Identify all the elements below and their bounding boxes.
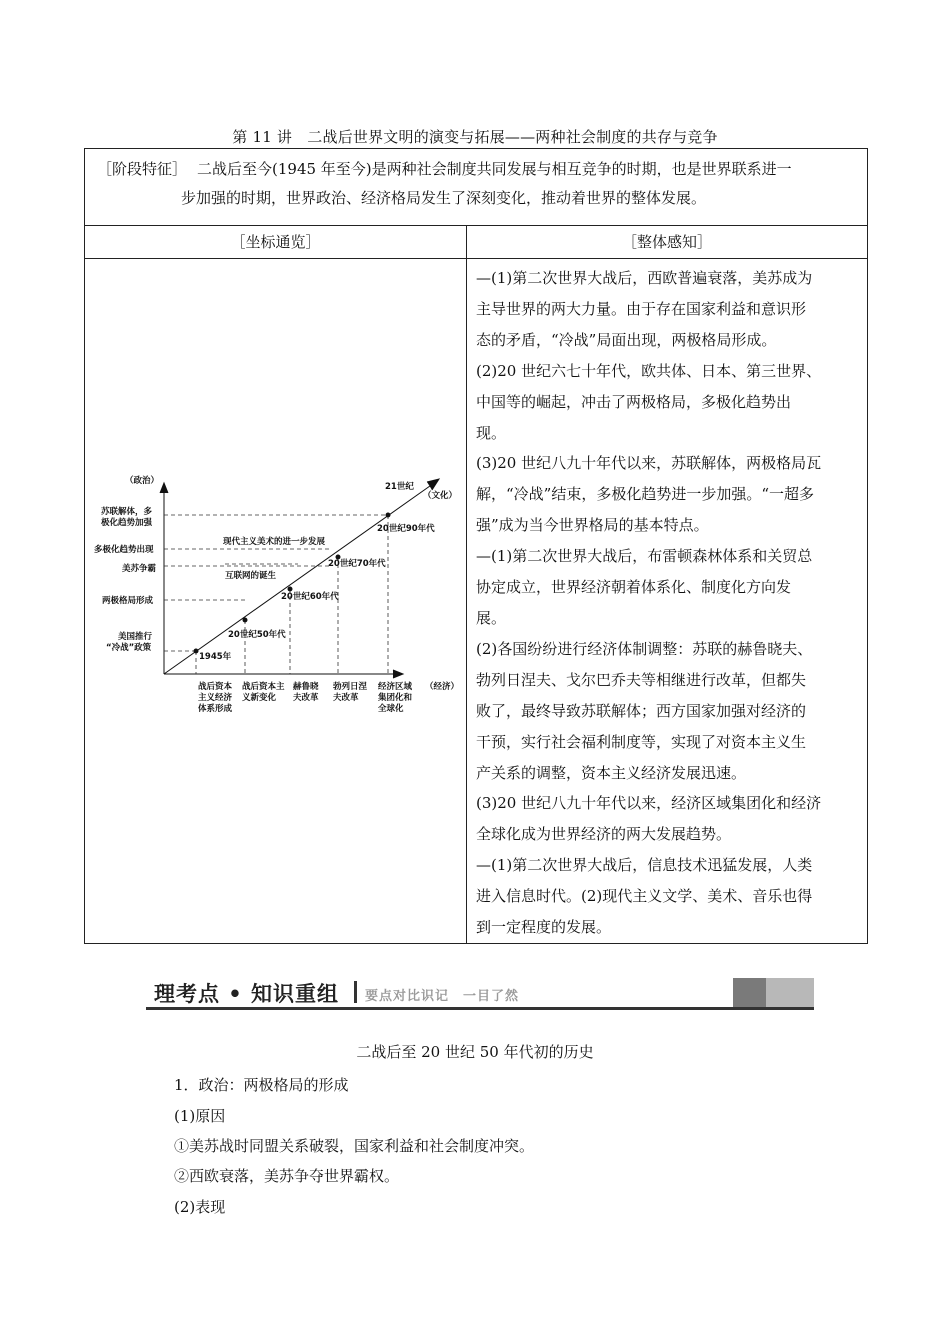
overview-line: 中国等的崛起，冲击了两极格局，多极化趋势出 <box>476 392 792 411</box>
axis-politics-label: （政治） <box>125 476 160 486</box>
x-label-5b: 集团化和 <box>378 693 413 703</box>
section-line: 1．政治：两极格局的形成 <box>174 1076 349 1094</box>
overview-line: 干预，实行社会福利制度等，实现了对资本主义生 <box>476 732 807 751</box>
overview-line: —(1)第二次世界大战后，布雷顿森林体系和关贸总 <box>476 547 813 566</box>
overview-text <box>467 259 867 943</box>
x-label-2a: 战后资本主 <box>242 682 285 692</box>
point-label-1990s: 20世纪90年代 <box>377 524 435 534</box>
culture-label-internet: 互联网的诞生 <box>225 571 277 581</box>
banner-rule <box>146 1007 814 1010</box>
overview-line: 现。 <box>476 423 507 442</box>
overview-line: 解，“冷战”结束，多极化趋势进一步加强。“一超多 <box>476 485 815 504</box>
x-label-1a: 战后资本 <box>198 682 233 692</box>
overview-line: (3)20 世纪八九十年代以来，经济区域集团化和经济 <box>476 794 822 813</box>
stage-line-1: 二战后至今(1945 年至今)是两种社会制度共同发展与相互竞争的时期，也是世界联系进一 <box>197 160 792 178</box>
point-1960s <box>288 587 293 592</box>
y-label-5b: “冷战”政策 <box>106 643 152 653</box>
overall-perception-cell <box>467 259 868 944</box>
header-coordinate-overview: ［坐标通览］ <box>85 226 467 259</box>
coordinate-chart-cell <box>85 259 467 944</box>
overview-line: 展。 <box>476 608 507 627</box>
banner-divider <box>354 981 357 1003</box>
x-label-5a: 经济区域 <box>378 682 413 692</box>
overview-line: 产关系的调整，资本主义经济发展迅速。 <box>476 763 747 782</box>
x-label-1c: 体系形成 <box>198 704 233 714</box>
coordinate-diagram <box>85 259 467 935</box>
overview-line: —(1)第二次世界大战后，信息技术迅猛发展，人类 <box>476 856 813 875</box>
y-axis-arrow <box>160 483 168 493</box>
point-label-1950s: 20世纪50年代 <box>228 630 286 640</box>
y-label-2: 多极化趋势出现 <box>94 545 154 555</box>
diagonal-arrow <box>427 479 439 490</box>
overview-line: 态的矛盾，“冷战”局面出现，两极格局形成。 <box>476 330 777 349</box>
point-1950s <box>243 618 248 623</box>
culture-label-art: 现代主义美术的进一步发展 <box>223 537 326 547</box>
point-label-1970s: 20世纪70年代 <box>328 559 386 569</box>
y-label-5a: 美国推行 <box>118 632 153 642</box>
y-label-3: 美苏争霸 <box>122 564 157 574</box>
stage-label: ［阶段特征］ <box>97 160 188 178</box>
point-label-21c: 21世纪 <box>385 482 414 492</box>
point-1990s <box>386 513 391 518</box>
section-line: ①美苏战时同盟关系破裂，国家利益和社会制度冲突。 <box>174 1137 535 1155</box>
overview-line: 全球化成为世界经济的两大发展趋势。 <box>476 825 732 844</box>
document-title: 第 11 讲 二战后世界文明的演变与拓展——两种社会制度的共存与竞争 <box>232 128 718 146</box>
point-label-1945: 1945年 <box>199 652 232 662</box>
overview-line: 强”成为当今世界格局的基本特点。 <box>476 516 709 535</box>
x-axis-arrow <box>393 670 403 678</box>
banner-subtitle: 要点对比识记 一目了然 <box>365 989 520 1004</box>
overview-line: —(1)第二次世界大战后，西欧普遍衰落，美苏成为 <box>476 269 813 287</box>
x-label-3a: 赫鲁晓 <box>293 682 319 692</box>
x-label-1b: 主义经济 <box>198 693 233 703</box>
header-overall-perception: ［整体感知］ <box>467 226 868 259</box>
overview-line: 勃列日涅夫、戈尔巴乔夫等相继进行改革，但都失 <box>476 670 807 689</box>
section-line: (2)表现 <box>174 1198 226 1216</box>
overview-line: 进入信息时代。(2)现代主义文学、美术、音乐也得 <box>476 887 813 906</box>
y-label-4: 两极格局形成 <box>102 596 154 606</box>
point-label-1960s: 20世纪60年代 <box>281 592 339 602</box>
overview-line: (3)20 世纪八九十年代以来，苏联解体，两极格局瓦 <box>476 454 822 473</box>
overview-line: (2)各国纷纷进行经济体制调整：苏联的赫鲁晓夫、 <box>476 639 813 658</box>
diagonal-axis <box>164 481 437 674</box>
section-banner <box>146 976 814 1010</box>
section-line: ②西欧衰落，美苏争夺世界霸权。 <box>174 1167 400 1185</box>
stage-feature-cell <box>85 149 868 226</box>
point-1945 <box>194 649 199 654</box>
stage-line-2: 步加强的时期，世界政治、经济格局发生了深刻变化，推动着世界的整体发展。 <box>181 189 707 207</box>
x-label-4a: 勃列日涅 <box>333 682 368 692</box>
overview-line: 败了，最终导致苏联解体；西方国家加强对经济的 <box>476 701 807 720</box>
x-label-3b: 夫改革 <box>293 693 319 703</box>
banner-title: 理考点 • 知识重组 <box>154 982 340 1006</box>
axis-economy-label: （经济） <box>425 682 460 692</box>
axis-culture-label: （文化） <box>423 491 458 501</box>
x-label-4b: 夫改革 <box>333 693 359 703</box>
banner-light-block <box>766 978 814 1007</box>
banner-dark-block <box>733 978 766 1007</box>
overview-line: 主导世界的两大力量。由于存在国家利益和意识形 <box>476 299 807 318</box>
x-label-5c: 全球化 <box>378 704 404 714</box>
overview-line: (2)20 世纪六七十年代，欧共体、日本、第三世界、 <box>476 361 822 380</box>
x-label-2b: 义新变化 <box>242 693 277 703</box>
section-title: 二战后至 20 世纪 50 年代初的历史 <box>356 1043 594 1061</box>
section-line: (1)原因 <box>174 1107 226 1125</box>
overview-table <box>84 148 868 944</box>
overview-line: 到一定程度的发展。 <box>476 918 612 937</box>
y-label-1b: 极化趋势加强 <box>101 518 153 528</box>
overview-line: 协定成立，世界经济朝着体系化、制度化方向发 <box>476 578 792 597</box>
y-label-1a: 苏联解体，多 <box>101 507 153 517</box>
